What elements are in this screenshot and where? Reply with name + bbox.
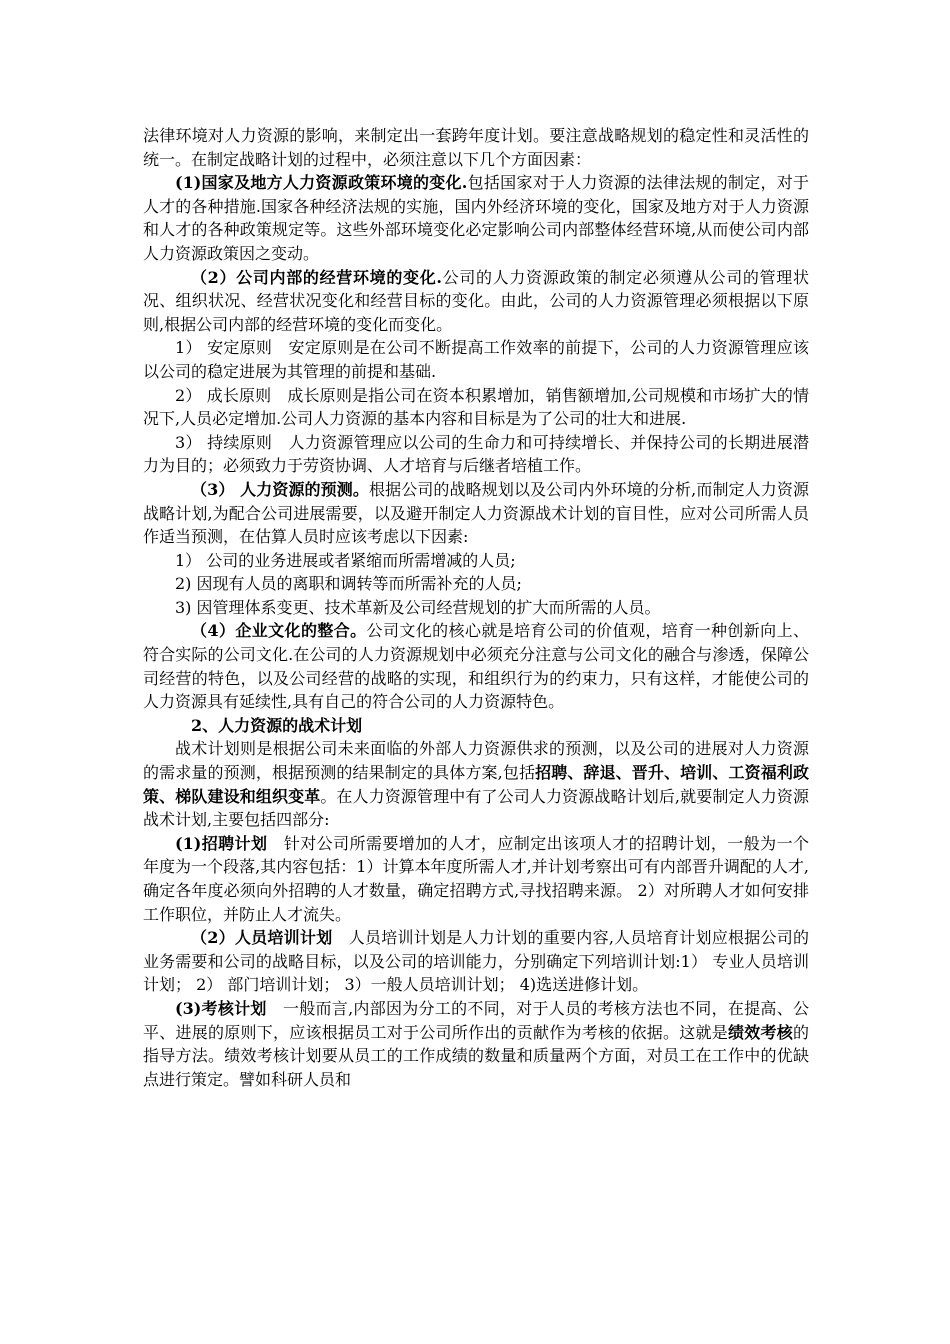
paragraph-training-plan bbox=[143, 926, 809, 997]
list-item-forecast-1 bbox=[143, 549, 809, 573]
paragraph-growth-principle bbox=[143, 384, 809, 431]
text-run: 1） 公司的业务进展或者紧缩而所需增减的人员; bbox=[175, 550, 516, 570]
heading-text: 2、人力资源的战术计划 bbox=[191, 715, 363, 735]
text-run: 战术计划则是根据公司未来面临的外部人力资源供求的预测，以及公司的进展对人力资源的需求量的预测，根据预测的结果制定的具体方案,包括 bbox=[143, 739, 809, 783]
bold-run: （2）人员培训计划 bbox=[191, 928, 333, 948]
text-run: 一般而言,内部因为分工的不同，对于人员的考核方法也不同，在提高、公平、进展的原则下，应该根据员工对于公司所作出的贡献作为考核的依据。这就是 bbox=[143, 998, 809, 1042]
paragraph-stability-principle bbox=[143, 336, 809, 383]
text-run: 的指导方法。绩效考核计划要从员工的工作成绩的数量和质量两个方面，对员工在工作中的优缺点进行策定。譬如科研人员和 bbox=[143, 1022, 809, 1089]
bold-run: 招聘、辞退、晋升、培训、工资福利政策、梯队建设和组织变革 bbox=[143, 763, 809, 806]
section-heading-tactical-plan bbox=[143, 714, 809, 738]
text-run: 1） 安定原则 安定原则是在公司不断提高工作效率的前提下，公司的人力资源管理应该以公司的稳定进展为其管理的前提和基础. bbox=[143, 338, 809, 381]
text-run: 法律环境对人力资源的影响，来制定出一套跨年度计划。要注意战略规划的稳定性和灵活性的统一。在制定战略计划的过程中，必须注意以下几个方面因素： bbox=[143, 126, 809, 169]
text-run: 公司的人力资源政策的制定必须遵从公司的管理状况、组织状况、经营状况变化和经营目标的变化。由此，公司的人力资源管理必须根据以下原则,根据公司内部的经营环境的变化而变化。 bbox=[143, 267, 809, 334]
paragraph-hr-forecast bbox=[143, 478, 809, 549]
bold-run: (3)考核计划 bbox=[175, 998, 267, 1018]
paragraph-assessment-plan bbox=[143, 997, 809, 1091]
text-run: 根据公司的战略规划以及公司内外环境的分析,而制定人力资源战略计划,为配合公司进展需要，以及避开制定人力资源战术计划的盲目性，应对公司所需人员作适当预测，在估算人员时应该考虑以下因素: bbox=[143, 479, 809, 547]
paragraph-policy-environment bbox=[143, 171, 809, 265]
document-body bbox=[143, 124, 809, 1091]
text-run: 针对公司所需要增加的人才，应制定出该项人才的招聘计划，一般为一个年度为一个段落,其内容包括：1）计算本年度所需人才,并计划考察出可有内部晋升调配的人才,确定各年度必须向外招聘的人才数量，确定招聘方式,寻找招聘来源。 2）对所聘人才如何安排工作职位，并防止人才流失。 bbox=[143, 833, 809, 924]
text-run: 2) 因现有人员的离职和调转等而所需补充的人员; bbox=[175, 574, 522, 594]
bold-run: (1)招聘计划 bbox=[175, 833, 268, 853]
bold-run: 绩效考核 bbox=[727, 1022, 793, 1042]
text-run: 2） 成长原则 成长原则是指公司在资本积累增加，销售额增加,公司规模和市场扩大的情况下,人员必定增加.公司人力资源的基本内容和目标是为了公司的壮大和进展. bbox=[143, 385, 809, 429]
text-run: 3） 持续原则 人力资源管理应以公司的生命力和可持续增长、并保持公司的长期进展潜力为目的；必须致力于劳资协调、人才培育与后继者培植工作。 bbox=[143, 432, 809, 476]
text-run: 。在人力资源管理中有了公司人力资源战略计划后,就要制定人力资源战术计划,主要包括四部分: bbox=[143, 786, 809, 830]
text-run: 人员培训计划是人力计划的重要内容,人员培育计划应根据公司的业务需要和公司的战略目标，以及公司的培训能力，分别确定下列培训计划:1） 专业人员培训计划； 2） 部门培训计划； 3）一般人员培训计划； 4)选送进修计划。 bbox=[143, 928, 809, 995]
text-run: 公司文化的核心就是培育公司的价值观，培育一种创新向上、符合实际的公司文化.在公司的人力资源规划中必须充分注意与公司文化的融合与渗透，保障公司经营的特色，以及公司经营的战略的实现，和组织行为的约束力，只有这样，才能使公司的人力资源具有延续性,具有自己的符合公司的人力资源特色。 bbox=[143, 621, 809, 712]
paragraph-culture-integration bbox=[143, 619, 809, 713]
list-item-forecast-2 bbox=[143, 572, 809, 596]
text-run: 包括国家对于人力资源的法律法规的制定，对于人才的各种措施.国家各种经济法规的实施，国内外经济环境的变化，国家及地方对于人力资源和人才的各种政策规定等。这些外部环境变化必定影响公司内部整体经营环境,从而使公司内部人力资源政策因之变动。 bbox=[143, 173, 809, 263]
list-item-forecast-3 bbox=[143, 596, 809, 620]
bold-run: （4）企业文化的整合。 bbox=[191, 621, 367, 641]
bold-run: （2）公司内部的经营环境的变化. bbox=[191, 267, 442, 287]
bold-run: （3） 人力资源的预测。 bbox=[191, 479, 369, 499]
paragraph-recruitment-plan bbox=[143, 832, 809, 926]
paragraph-intro-continued bbox=[143, 124, 809, 171]
paragraph-internal-environment bbox=[143, 266, 809, 337]
bold-run: (1)国家及地方人力资源政策环境的变化. bbox=[175, 173, 468, 193]
text-run: 3) 因管理体系变更、技术革新及公司经营规划的扩大而所需的人员。 bbox=[175, 597, 661, 617]
paragraph-tactical-plan bbox=[143, 737, 809, 831]
paragraph-sustainability-principle bbox=[143, 431, 809, 478]
